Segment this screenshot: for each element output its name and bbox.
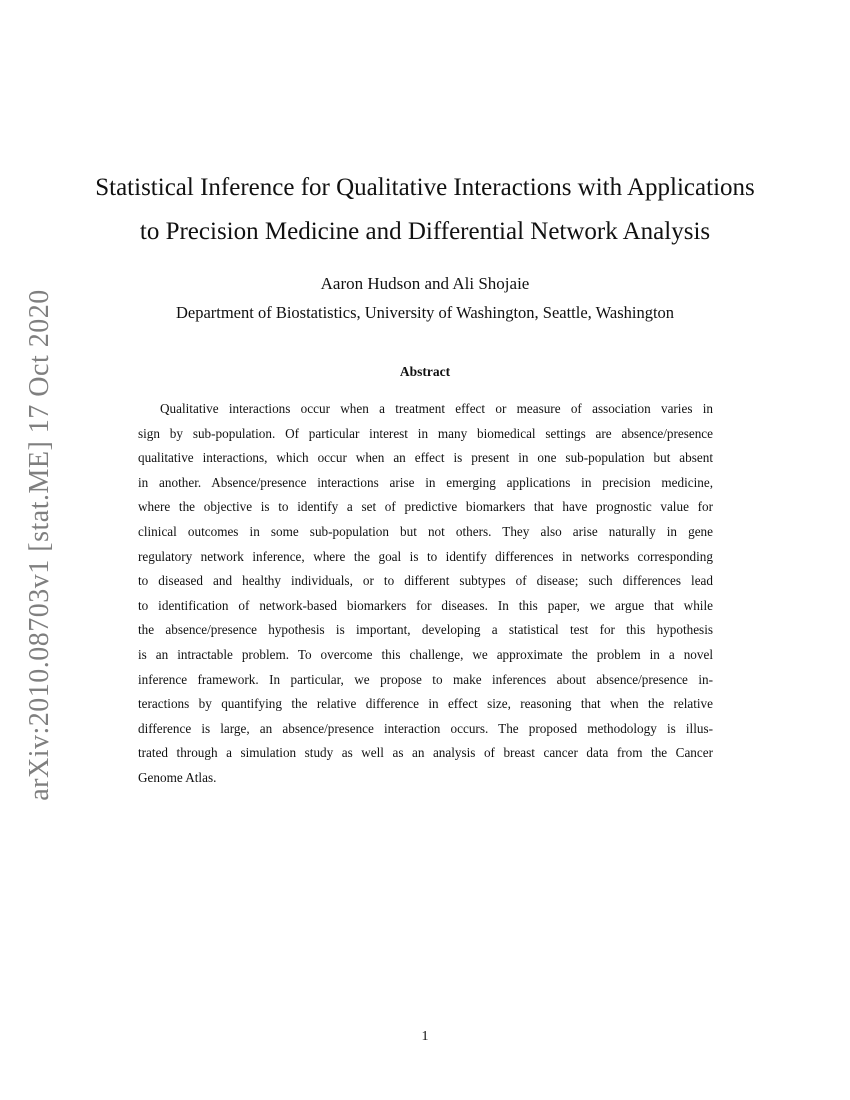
- abstract-line: the absence/presence hypothesis is important, developing a statistical test for this hypothesis: [138, 622, 713, 638]
- paper-title-line-2: to Precision Medicine and Differential Network Analysis: [139, 218, 711, 245]
- abstract-line: difference is large, an absence/presence interaction occurs. The proposed methodology is illus-: [138, 720, 713, 736]
- paper-title: [0, 166, 850, 254]
- paper-authors: Aaron Hudson and Ali Shojaie: [320, 274, 530, 293]
- abstract-line: where the objective is to identify a set of predictive biomarkers that have prognostic value for: [138, 499, 713, 515]
- abstract-line: teractions by quantifying the relative difference in effect size, reasoning that when the relative: [138, 696, 713, 712]
- abstract-line: in another. Absence/presence interactions arise in emerging applications in precision medicine,: [138, 474, 713, 490]
- abstract-heading: Abstract: [399, 364, 451, 379]
- page-number: 1: [421, 1029, 429, 1044]
- abstract-line: inference framework. In particular, we propose to make inferences about absence/presence in-: [138, 671, 713, 687]
- abstract-line: trated through a simulation study as well as an analysis of breast cancer data from the Cancer: [138, 745, 713, 761]
- abstract-line: clinical outcomes in some sub-population but not others. They also arise naturally in gene: [138, 523, 713, 539]
- author-affiliation: Department of Biostatistics, University of Washington, Seattle, Washington: [175, 303, 675, 322]
- arxiv-identifier-stamp: arXiv:2010.08703v1 [stat.ME] 17 Oct 2020: [24, 289, 55, 801]
- abstract-line: to diseased and healthy individuals, or to different subtypes of disease; such differences lead: [138, 573, 713, 589]
- paper-title-line-1: Statistical Inference for Qualitative Interactions with Applications: [95, 174, 755, 201]
- abstract-line: Qualitative interactions occur when a treatment effect or measure of association varies in: [160, 401, 713, 416]
- abstract-line: Genome Atlas.: [138, 769, 217, 785]
- abstract-line: sign by sub-population. Of particular interest in many biomedical settings are absence/presence: [138, 425, 713, 441]
- abstract-line: regulatory network inference, where the goal is to identify differences in networks corresponding: [138, 548, 713, 564]
- abstract-line: qualitative interactions, which occur when an effect is present in one sub-population but absent: [138, 450, 713, 466]
- abstract-line: to identification of network-based biomarkers for diseases. In this paper, we argue that while: [138, 597, 713, 613]
- abstract-body: [138, 397, 713, 791]
- abstract-line: is an intractable problem. To overcome this challenge, we approximate the problem in a novel: [138, 646, 713, 662]
